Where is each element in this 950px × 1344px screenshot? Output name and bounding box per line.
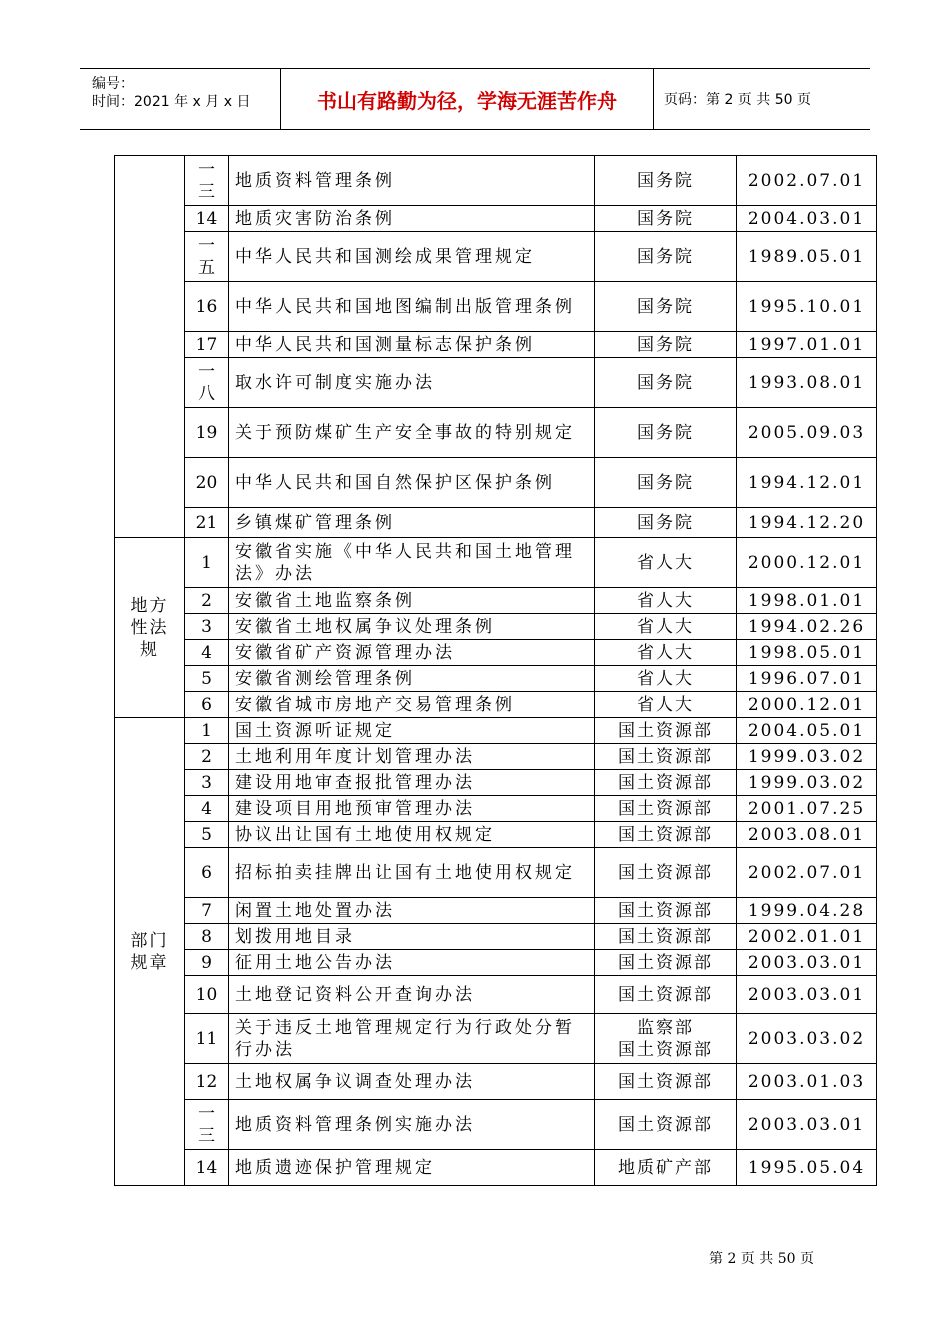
effective-date: 1998.05.01 [737,640,877,666]
regulations-table [114,155,877,1186]
issuing-body: 国务院 [595,332,737,358]
regulation-name: 土地登记资料公开查询办法 [229,976,595,1014]
issuing-body: 国土资源部 [595,848,737,898]
issuing-body: 国务院 [595,232,737,282]
regulation-name: 土地利用年度计划管理办法 [229,744,595,770]
regulation-name: 乡镇煤矿管理条例 [229,508,595,538]
category-cell [115,156,185,538]
issuing-body: 省人大 [595,538,737,588]
row-number: 1 [185,718,229,744]
regulation-name: 安徽省测绘管理条例 [229,666,595,692]
table-row [115,692,877,718]
effective-date: 1997.01.01 [737,332,877,358]
issuing-body: 国土资源部 [595,976,737,1014]
row-number: 3 [185,614,229,640]
header-page-label: 页码：第 2 页 共 50 页 [664,92,811,108]
table-row [115,508,877,538]
row-number: 4 [185,796,229,822]
table-row [115,976,877,1014]
table-row [115,1150,877,1186]
table-row [115,332,877,358]
effective-date: 1995.10.01 [737,282,877,332]
effective-date: 2004.05.01 [737,718,877,744]
row-number: 21 [185,508,229,538]
table-row [115,282,877,332]
effective-date: 2003.03.01 [737,976,877,1014]
issuing-body: 省人大 [595,692,737,718]
regulation-name: 建设项目用地预审管理办法 [229,796,595,822]
table-row [115,206,877,232]
table-row [115,950,877,976]
page-header [80,68,870,130]
row-number: 6 [185,692,229,718]
table-row [115,666,877,692]
effective-date: 1993.08.01 [737,358,877,408]
row-number: 2 [185,744,229,770]
table-row [115,1100,877,1150]
row-number: 一 三 [185,156,229,206]
effective-date: 2003.03.01 [737,1100,877,1150]
effective-date: 2003.03.02 [737,1014,877,1064]
issuing-body: 国土资源部 [595,1064,737,1100]
regulation-name: 建设用地审查报批管理办法 [229,770,595,796]
issuing-body: 国务院 [595,408,737,458]
effective-date: 1994.12.01 [737,458,877,508]
row-number: 17 [185,332,229,358]
effective-date: 2005.09.03 [737,408,877,458]
page-footer: 第 2 页 共 50 页 [709,1251,814,1267]
effective-date: 1999.03.02 [737,770,877,796]
issuing-body: 国土资源部 [595,718,737,744]
row-number: 10 [185,976,229,1014]
regulation-name: 地质灾害防治条例 [229,206,595,232]
effective-date: 1989.05.01 [737,232,877,282]
effective-date: 1994.12.20 [737,508,877,538]
regulation-name: 地质资料管理条例实施办法 [229,1100,595,1150]
issuing-body: 国务院 [595,156,737,206]
effective-date: 2000.12.01 [737,538,877,588]
issuing-body: 省人大 [595,666,737,692]
issuing-body: 国土资源部 [595,770,737,796]
issuing-body: 国务院 [595,282,737,332]
row-number: 4 [185,640,229,666]
regulation-name: 闲置土地处置办法 [229,898,595,924]
regulation-name: 划拨用地目录 [229,924,595,950]
regulation-name: 安徽省土地监察条例 [229,588,595,614]
effective-date: 2001.07.25 [737,796,877,822]
effective-date: 2003.03.01 [737,950,877,976]
effective-date: 2003.08.01 [737,822,877,848]
row-number: 14 [185,1150,229,1186]
row-number: 6 [185,848,229,898]
issuing-body: 国务院 [595,206,737,232]
table-row [115,1014,877,1064]
effective-date: 1996.07.01 [737,666,877,692]
table-row [115,156,877,206]
effective-date: 1999.03.02 [737,744,877,770]
issuing-body: 省人大 [595,614,737,640]
issuing-body: 国土资源部 [595,898,737,924]
table-row [115,898,877,924]
category-cell: 地方 性法 规 [115,538,185,718]
table-row [115,538,877,588]
effective-date: 1994.02.26 [737,614,877,640]
regulation-name: 征用土地公告办法 [229,950,595,976]
effective-date: 2004.03.01 [737,206,877,232]
row-number: 1 [185,538,229,588]
row-number: 5 [185,822,229,848]
row-number: 8 [185,924,229,950]
table-row [115,232,877,282]
table-row [115,614,877,640]
time-label: 时间：2021 年 x 月 x 日 [92,94,251,110]
issuing-body: 国务院 [595,508,737,538]
regulation-name: 关于预防煤矿生产安全事故的特别规定 [229,408,595,458]
issuing-body: 国土资源部 [595,924,737,950]
regulation-name: 中华人民共和国自然保护区保护条例 [229,458,595,508]
regulation-name: 中华人民共和国地图编制出版管理条例 [229,282,595,332]
table-row [115,408,877,458]
regulation-name: 中华人民共和国测量标志保护条例 [229,332,595,358]
table-row [115,718,877,744]
effective-date: 2000.12.01 [737,692,877,718]
issuing-body: 国土资源部 [595,1100,737,1150]
effective-date: 2002.01.01 [737,924,877,950]
row-number: 3 [185,770,229,796]
table-row [115,770,877,796]
row-number: 5 [185,666,229,692]
row-number: 7 [185,898,229,924]
regulation-name: 招标拍卖挂牌出让国有土地使用权规定 [229,848,595,898]
regulation-name: 土地权属争议调查处理办法 [229,1064,595,1100]
header-meta-cell [80,69,281,129]
row-number: 2 [185,588,229,614]
issuing-body: 地质矿产部 [595,1150,737,1186]
issuing-body: 监察部 国土资源部 [595,1014,737,1064]
table-row [115,1064,877,1100]
row-number: 12 [185,1064,229,1100]
regulation-name: 地质资料管理条例 [229,156,595,206]
row-number: 一 五 [185,232,229,282]
regulation-name: 安徽省实施《中华人民共和国土地管理法》办法 [229,538,595,588]
table-row [115,588,877,614]
row-number: 14 [185,206,229,232]
effective-date: 1998.01.01 [737,588,877,614]
regulation-name: 协议出让国有土地使用权规定 [229,822,595,848]
issuing-body: 国土资源部 [595,744,737,770]
issuing-body: 国务院 [595,358,737,408]
issuing-body: 省人大 [595,640,737,666]
row-number: 19 [185,408,229,458]
row-number: 11 [185,1014,229,1064]
table-row [115,848,877,898]
effective-date: 2002.07.01 [737,848,877,898]
regulation-name: 地质遗迹保护管理规定 [229,1150,595,1186]
issuing-body: 国土资源部 [595,822,737,848]
issuing-body: 国土资源部 [595,796,737,822]
table-row [115,640,877,666]
regulation-name: 安徽省城市房地产交易管理条例 [229,692,595,718]
effective-date: 2002.07.01 [737,156,877,206]
effective-date: 1995.05.04 [737,1150,877,1186]
regulation-name: 安徽省土地权属争议处理条例 [229,614,595,640]
issuing-body: 国务院 [595,458,737,508]
table-row [115,796,877,822]
row-number: 16 [185,282,229,332]
serial-label: 编号： [92,76,134,92]
effective-date: 2003.01.03 [737,1064,877,1100]
table-row [115,744,877,770]
table-row [115,358,877,408]
table-row [115,458,877,508]
regulation-name: 国土资源听证规定 [229,718,595,744]
regulation-name: 中华人民共和国测绘成果管理规定 [229,232,595,282]
row-number: 9 [185,950,229,976]
row-number: 20 [185,458,229,508]
regulation-name: 安徽省矿产资源管理办法 [229,640,595,666]
regulation-name: 关于违反土地管理规定行为行政处分暂行办法 [229,1014,595,1064]
effective-date: 1999.04.28 [737,898,877,924]
regulation-name: 取水许可制度实施办法 [229,358,595,408]
header-motto: 书山有路勤为径，学海无涯苦作舟 [281,69,654,129]
row-number: 一 三 [185,1100,229,1150]
table-row [115,924,877,950]
issuing-body: 国土资源部 [595,950,737,976]
category-cell: 部门 规章 [115,718,185,1186]
row-number: 一 八 [185,358,229,408]
issuing-body: 省人大 [595,588,737,614]
table-row [115,822,877,848]
